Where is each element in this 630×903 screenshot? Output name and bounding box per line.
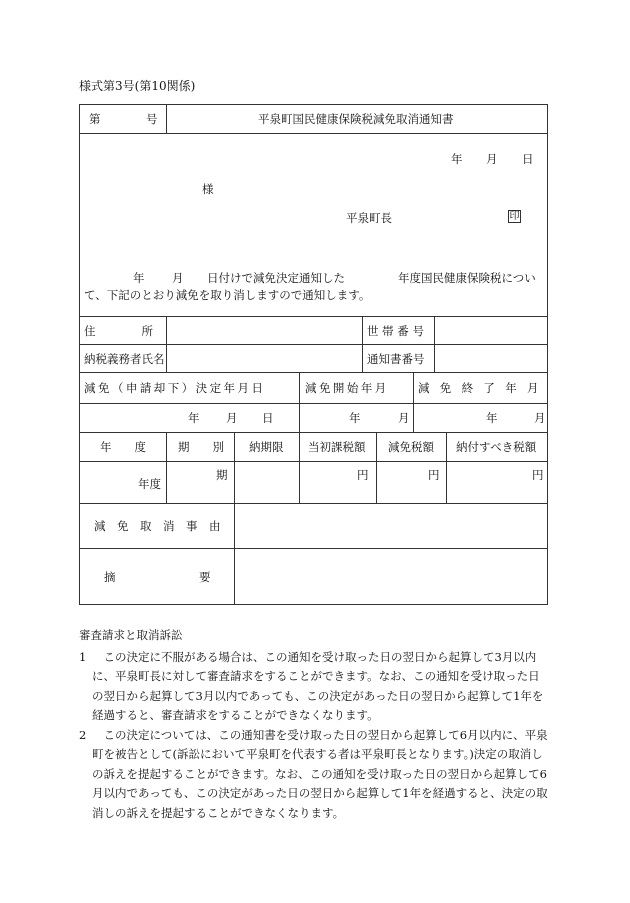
divider [79,403,548,404]
date-day-label: 日 [522,152,534,166]
note-number: 2 [79,727,87,742]
divider [79,548,548,549]
divider [166,432,167,503]
note-item [79,726,551,824]
divider [79,503,548,504]
reduction-start-label: 減 免 開 始 年 月 [305,381,386,395]
summary-label-right: 要 [199,570,211,584]
seal-mark: 印 [509,211,520,222]
address-label: 住 所 [84,324,153,338]
note-text: この決定に不服がある場合は、この通知を受け取った日の翌日から起算して3月以内に、平泉町長に対して審査請求をすることができます。なお、この通知を受け取った日の翌日から起算して3月以内であっても、この決定があった日の翌日から起算して1年を経過すると、審査請求をすることができなくなります。 [92,649,544,722]
divider [434,316,435,372]
col-header-period: 期 別 [178,440,224,454]
start-year-label: 年 [349,411,361,425]
note-number: 1 [79,649,87,664]
household-number-label: 世 帯 番 号 [367,324,424,338]
divider [79,133,548,134]
decision-day-label: 日 [262,411,274,425]
cancellation-reason-label: 減 免 取 消 事 由 [94,519,221,533]
decision-year-label: 年 [188,411,200,425]
body-text-tax-year: 年度国民健康保険税につい [398,271,536,285]
note-text: この決定については、この通知書を受け取った日の翌日から起算して6月以内に、平泉町を被告として(訴訟において平泉町を代表する者は平泉町長となります。)決定の取消しの訴えを提起することができます。なお、この通知を受け取った日の翌日から起算して6月以内であっても、この決定があった日の翌日から起算して1年を経過すると、決定の取消しの訴えを提起することができなくなります。 [92,727,548,820]
form-title: 平泉町国民健康保険税減免取消通知書 [258,112,454,126]
col-header-year: 年 度 [100,440,146,454]
divider [446,432,447,503]
notice-number-label: 通知書番号 [367,352,425,366]
col-header-reduction: 減免税額 [388,440,434,454]
body-month-label: 月 [172,271,184,285]
divider [376,432,377,503]
body-text-line2: て、下記のとおり減免を取り消しますので通知します。 [84,288,371,302]
divider [413,372,414,432]
row-initial-unit: 円 [357,468,369,482]
reduction-end-label: 減 免 終 了 年 月 [418,381,538,395]
divider [362,316,363,372]
divider [79,461,548,462]
col-header-payable: 納付すべき税額 [456,440,537,454]
number-label-suffix: 号 [146,112,158,126]
body-year-label: 年 [133,271,145,285]
issuer-name: 平泉町長 [346,211,392,225]
divider [299,372,300,432]
appeal-notes [79,626,551,823]
end-year-label: 年 [486,411,498,425]
row-period-label: 期 [216,468,228,482]
divider [166,316,167,372]
notes-heading: 審査請求と取消訴訟 [79,628,183,642]
date-month-label: 月 [486,152,498,166]
form-number-label: 様式第3号(第10関係) [79,79,196,93]
note-item [79,648,551,726]
number-label-prefix: 第 [89,112,101,126]
divider [79,432,548,433]
col-header-initial-tax: 当初課税額 [308,440,366,454]
divider [79,372,548,373]
row-reduction-unit: 円 [428,468,440,482]
row-year-label: 年度 [138,477,161,491]
divider [166,104,167,133]
body-text-decision: 日付けで減免決定通知した [207,271,345,285]
decision-month-label: 月 [226,411,238,425]
addressee-suffix: 様 [202,182,214,196]
divider [299,432,300,503]
date-year-label: 年 [451,152,463,166]
taxpayer-name-label: 納税義務者氏名 [84,352,165,366]
divider [79,344,548,345]
end-month-label: 月 [534,411,546,425]
row-payable-unit: 円 [532,468,544,482]
summary-label-left: 摘 [104,570,116,584]
col-header-due-date: 納期限 [249,440,284,454]
decision-date-label: 減 免 （ 申 請 却 下 ） 決 定 年 月 日 [84,381,263,395]
divider [79,316,548,317]
start-month-label: 月 [398,411,410,425]
divider [234,432,235,605]
